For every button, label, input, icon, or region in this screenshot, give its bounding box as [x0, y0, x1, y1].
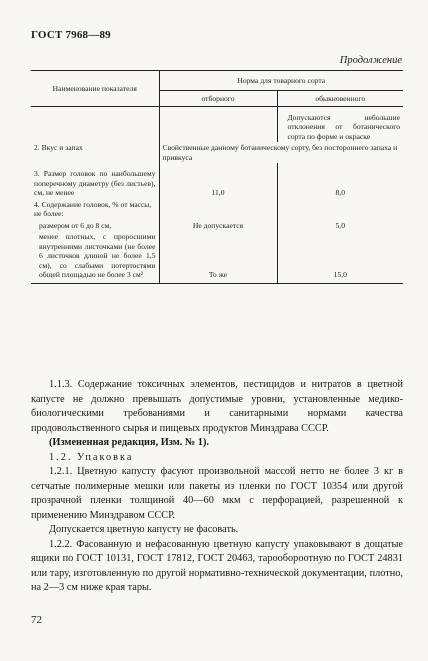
row-label-size: 3. Размер головок по наибольшему поперечному диаметру (без листьев), см, не менее	[31, 163, 159, 198]
col-header-indicator: Наименование показателя	[31, 71, 159, 107]
document-header: ГОСТ 7968—89	[31, 29, 111, 41]
paragraph-1-2-2: 1.2.2. Фасованную и нефасованную цветную капусту упаковывают в дощатые ящики по ГОСТ 10131, ГОСТ 17812, ГОСТ 20463, тарообороотную по ГОСТ 24831 или тару, изготовленную по другой нормативно-технической документации, плотно, на 2—3 см ниже края тары.	[31, 538, 403, 593]
cell-shape-ordinary: Допускаются небольшие отклонения от ботанического сорта по форме и окраске	[287, 113, 400, 141]
continuation-label: Продолжение	[339, 55, 402, 66]
cell-less-dense-select: То же	[159, 231, 277, 283]
body-text	[31, 378, 403, 596]
paragraph-amendment: (Измененная редакция, Изм. № 1).	[49, 437, 209, 448]
col-header-select: отборного	[159, 91, 277, 107]
cell-size-select: 11,0	[159, 163, 277, 198]
col-header-norm: Норма для товарного сорта	[159, 71, 403, 91]
paragraph-1-1-3: 1.1.3. Содержание токсичных элементов, пестицидов и нитратов в цветной капусте не должно превышать допустимые уровни, установленные медико-биологическими требованиями и санитарными нормами качества продовольственного сырья и пищевых продуктов Минздрава СССР.	[31, 379, 403, 434]
cell-taste-value: Свойственные данному ботаническому сорту, без постороннего запаха и привкуса	[162, 143, 398, 162]
row-label-content: 4. Содержание головок, % от массы, не более:	[31, 199, 159, 220]
paragraph-1-2-1: 1.2.1. Цветную капусту фасуют произвольной массой нетто не более 3 кг в сетчатые полимерные мешки или пакеты из пленки по ГОСТ 10354 или другой прозрачной пленки толщиной 40—60 мкм с перфорацией, разрешенной к применению Минздравом СССР.	[31, 466, 403, 521]
cell-less-dense-ordinary: 15,0	[333, 270, 347, 280]
row-label-size-6-8: размером от 6 до 8 см,	[31, 220, 159, 231]
norms-table	[31, 70, 403, 284]
cell-size-ordinary: 8,0	[335, 188, 345, 198]
paragraph-no-packing: Допускается цветную капусту не фасовать.	[49, 524, 239, 535]
row-label-less-dense: менее плотных, с проросшими внутренними листочками (не более 6 листочков длиной не более 1,5 см), со слабыми потертостями общей площадью не более 3 см²	[31, 231, 159, 283]
row-label-taste: 2. Вкус и запах	[31, 142, 159, 163]
col-header-ordinary: обыкновенного	[277, 91, 403, 107]
cell-size-6-8-select: Не допускается	[159, 220, 277, 231]
section-heading-packing: 1.2. Упаковка	[49, 451, 134, 463]
cell-size-6-8-ordinary: 5,0	[335, 220, 345, 230]
page-number: 72	[31, 614, 42, 626]
